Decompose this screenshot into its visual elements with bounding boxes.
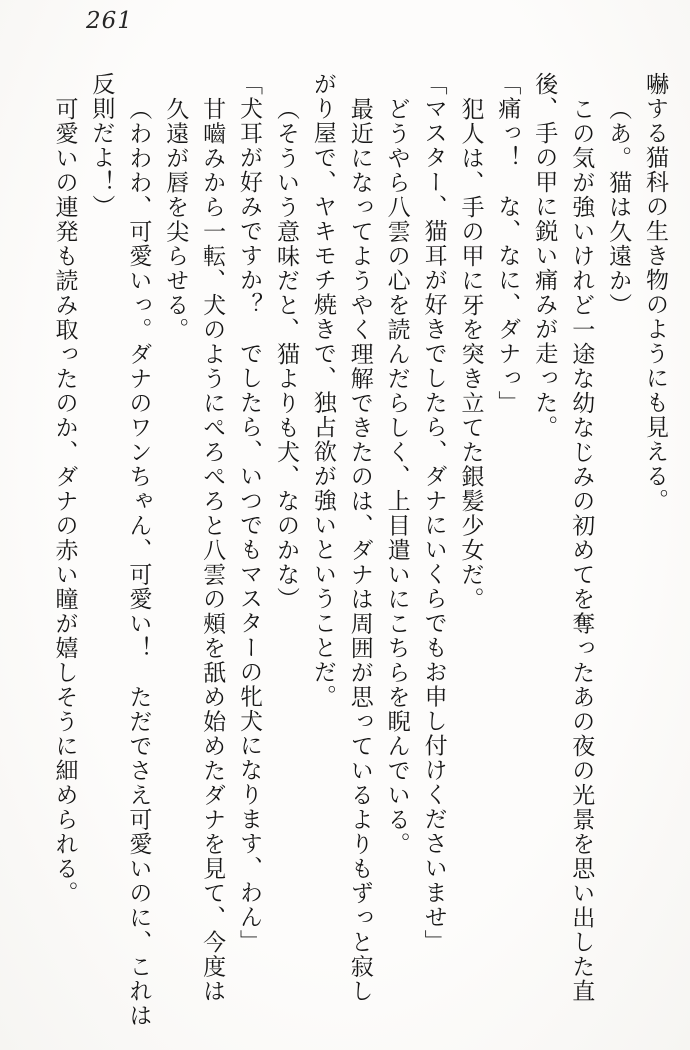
text-column: （そういう意味だと、猫よりも犬、なのかな） [272,97,299,612]
text-column: 嚇する猫科の生き物のようにも見える。 [642,72,668,513]
text-column: 久遠が唇を尖らせる。 [162,97,189,342]
text-column: 犯人は、手の甲に牙を突き立てた銀髪少女だ。 [457,97,484,612]
text-column: 最近になってようやく理解できたのは、ダナは周囲が思っているよりもずっと寂し [346,97,373,1004]
text-column: 「痛っ！ な、なに、ダナっ」 [494,72,521,415]
text-column: どうやら八雲の心を読んだらしく、上目遣いにこちらを睨んでいる。 [383,97,410,857]
text-column: 反則だよ！） [88,72,115,219]
text-column: 「犬耳が好みですか？ でしたら、いつでもマスターの牝犬になります、わん」 [236,72,263,954]
text-column: がり屋で、ヤキモチ焼きで、独占欲が強いということだ。 [309,72,336,709]
page-number: 261 [86,8,133,34]
text-column: 「マスター、猫耳が好きでしたら、ダナにいくらでもお申し付けくださいませ」 [420,72,447,954]
text-column: 後、手の甲に鋭い痛みが走った。 [531,72,558,440]
text-column: 甘嚙みから一転、犬のようにぺろぺろと八雲の頰を舐め始めたダナを見て、今度は [199,97,226,1004]
vertical-text-area [45,72,673,1034]
text-column: 可愛いの連発も読み取ったのか、ダナの赤い瞳が嬉しそうに細められる。 [51,97,78,906]
text-column: この気が強いけれど一途な幼なじみの初めてを奪ったあの夜の光景を思い出した直 [568,97,595,1004]
text-column: （あ。猫は久遠か） [605,97,632,318]
text-column: （わわわ、可愛いっ。ダナのワンちゃん、可愛い！ ただでさえ可愛いのに、これは [125,97,152,1028]
